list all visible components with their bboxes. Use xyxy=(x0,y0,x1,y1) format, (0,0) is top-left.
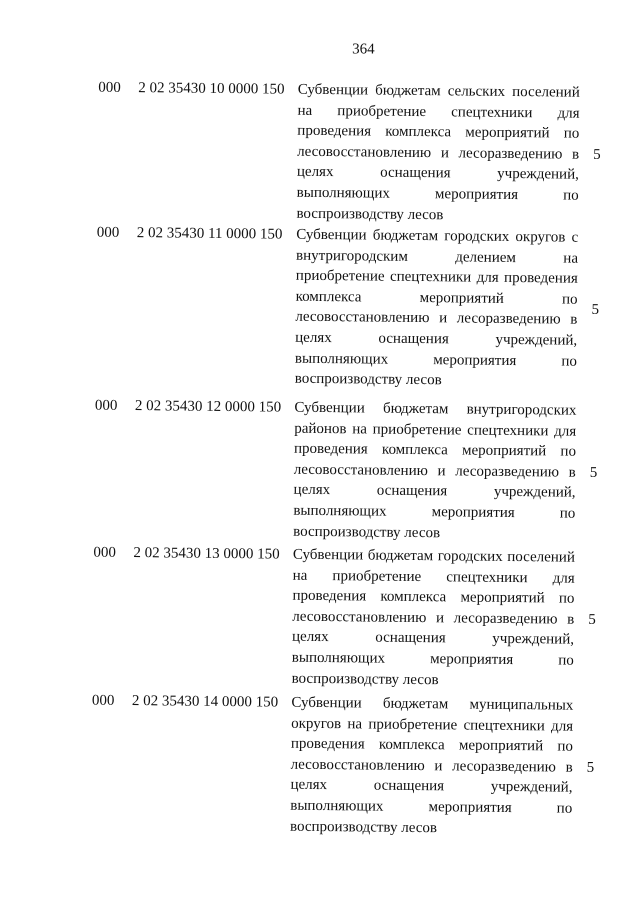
description-line: выполняющих мероприятия по xyxy=(296,184,579,204)
description-line: лесовосстановлению и лесоразведению в xyxy=(295,309,578,329)
description-line: целях оснащения учреждений, xyxy=(291,629,575,649)
kbk-code: 2 02 35430 11 0000 150 xyxy=(136,225,283,243)
description-line: Субвенции бюджетам внутригородских xyxy=(294,399,577,419)
row-value: 5 xyxy=(589,464,598,481)
kbk-code: 2 02 35430 14 0000 150 xyxy=(131,693,279,711)
row-value: 5 xyxy=(591,301,600,318)
description-line: Субвенции бюджетам муниципальных xyxy=(291,694,574,714)
row-value: 5 xyxy=(593,146,601,163)
row-description xyxy=(292,545,575,692)
kbk-code: 2 02 35430 13 0000 150 xyxy=(133,545,280,563)
budget-code: 000 xyxy=(91,692,115,709)
description-line: Субвенции бюджетам сельских поселений xyxy=(297,81,580,101)
description-line: округов на приобретение спецтехники для xyxy=(291,715,574,735)
description-line: приобретение спецтехники для проведения xyxy=(295,267,578,287)
description-line: внутригородским делением на xyxy=(295,247,579,267)
description-line: целях оснащения учреждений, xyxy=(296,164,579,184)
table-row xyxy=(1,222,640,393)
description-line: воспроизводству лесов xyxy=(293,523,441,541)
budget-code: 000 xyxy=(93,544,117,561)
description-line: районов на приобретение спецтехники для xyxy=(294,420,577,440)
description-line: целях оснащения учреждений, xyxy=(295,329,578,349)
description-line: проведения комплекса мероприятий по xyxy=(292,587,575,607)
description-line: проведения комплекса мероприятий по xyxy=(297,122,580,142)
description-line: воспроизводству лесов xyxy=(289,818,438,836)
row-value: 5 xyxy=(586,759,595,776)
description-line: воспроизводству лесов xyxy=(296,205,444,223)
kbk-code: 2 02 35430 12 0000 150 xyxy=(134,398,282,416)
description-line: проведения комплекса мероприятий по xyxy=(290,735,573,755)
description-line: на приобретение спецтехники для xyxy=(292,567,575,587)
description-line: выполняющих мероприятия по xyxy=(290,797,573,817)
row-description xyxy=(295,225,579,393)
row-value: 5 xyxy=(588,611,596,628)
description-line: лесовосстановлению и лесоразведению в xyxy=(292,608,575,628)
description-line: выполняющих мероприятия по xyxy=(291,649,574,669)
budget-code: 000 xyxy=(96,224,120,241)
description-line: на приобретение спецтехники для xyxy=(297,102,580,122)
row-description xyxy=(296,80,579,227)
table-row xyxy=(0,690,637,841)
page-number: 364 xyxy=(352,41,375,58)
table-row xyxy=(2,77,640,228)
description-line: выполняющих мероприятия по xyxy=(293,502,576,522)
budget-code: 000 xyxy=(94,397,118,414)
kbk-code: 2 02 35430 10 0000 150 xyxy=(138,80,285,98)
budget-code: 000 xyxy=(98,79,121,96)
description-line: лесовосстановлению и лесоразведению в xyxy=(293,461,576,481)
row-description xyxy=(293,398,576,545)
description-line: лесовосстановлению и лесоразведению в xyxy=(297,143,580,163)
description-line: Субвенции бюджетам городских округов с xyxy=(296,226,579,246)
row-description xyxy=(290,693,573,840)
description-line: лесовосстановлению и лесоразведению в xyxy=(290,756,573,776)
table-row xyxy=(0,395,640,546)
description-line: выполняющих мероприятия по xyxy=(294,350,578,370)
description-line: воспроизводству лесов xyxy=(291,670,439,688)
description-line: проведения комплекса мероприятий по xyxy=(293,440,577,460)
description-line: Субвенции бюджетам городских поселений xyxy=(292,546,575,566)
table-row xyxy=(0,542,639,693)
description-line: воспроизводству лесов xyxy=(294,370,442,389)
description-line: целях оснащения учреждений, xyxy=(290,777,573,797)
description-line: комплекса мероприятий по xyxy=(295,288,578,308)
description-line: целях оснащения учреждений, xyxy=(293,482,576,502)
